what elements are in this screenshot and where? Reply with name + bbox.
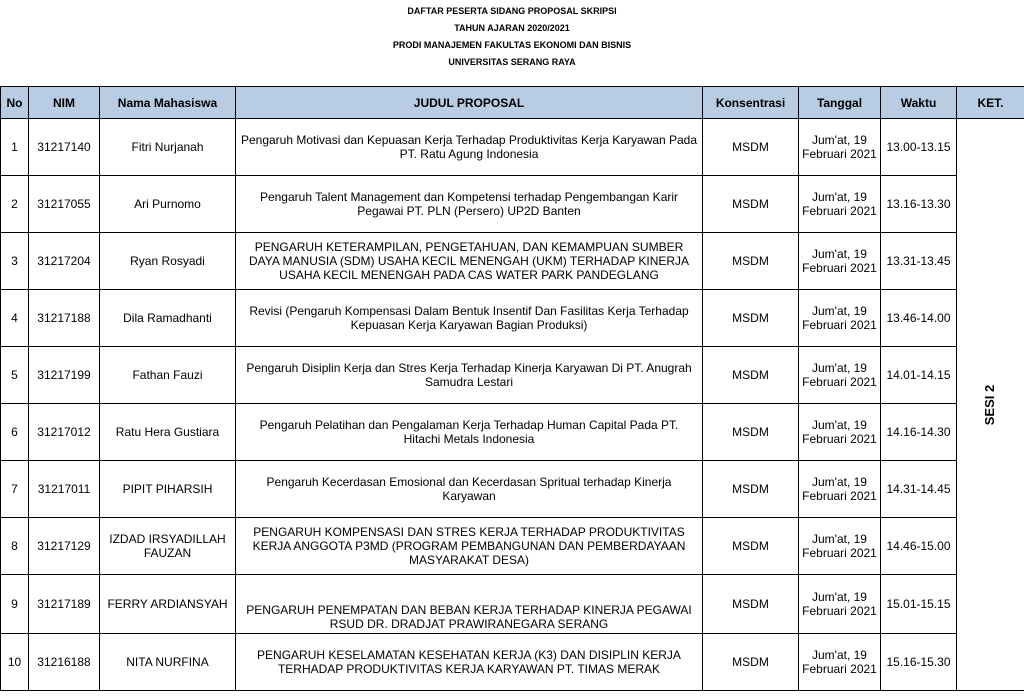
col-nama-header: Nama Mahasiswa <box>100 87 236 119</box>
cell-nama: IZDAD IRSYADILLAH FAUZAN <box>100 518 236 575</box>
cell-konsentrasi: MSDM <box>703 404 799 461</box>
cell-nim: 31217129 <box>29 518 100 575</box>
cell-tanggal: Jum'at, 19 Februari 2021 <box>799 290 881 347</box>
cell-no: 1 <box>1 119 29 176</box>
header-line-2: TAHUN AJARAN 2020/2021 <box>454 23 570 33</box>
cell-judul: Pengaruh Talent Management dan Kompetensi terhadap Pengembangan Karir Pegawai PT. PLN (Persero) UP2D Banten <box>236 176 703 233</box>
cell-judul: PENGARUH KETERAMPILAN, PENGETAHUAN, DAN KEMAMPUAN SUMBER DAYA MANUSIA (SDM) USAHA KECIL MENENGAH (UKM) TERHADAP KINERJA USAHA KECIL MENENGAH PADA CAS WATER PARK PANDEGLANG <box>236 233 703 290</box>
cell-nama: Fitri Nurjanah <box>100 119 236 176</box>
cell-tanggal: Jum'at, 19 Februari 2021 <box>799 119 881 176</box>
cell-no: 9 <box>1 575 29 634</box>
cell-no: 10 <box>1 634 29 691</box>
cell-waktu: 14.46-15.00 <box>881 518 957 575</box>
table-row <box>1 404 1024 461</box>
cell-nim: 31217188 <box>29 290 100 347</box>
cell-nama: Fathan Fauzi <box>100 347 236 404</box>
cell-no: 6 <box>1 404 29 461</box>
col-judul-header: JUDUL PROPOSAL <box>236 87 703 119</box>
schedule-table <box>0 86 1024 691</box>
cell-nama: Ari Purnomo <box>100 176 236 233</box>
cell-judul: Pengaruh Disiplin Kerja dan Stres Kerja Terhadap Kinerja Karyawan Di PT. Anugrah Samudra Lestari <box>236 347 703 404</box>
header-line-4: UNIVERSITAS SERANG RAYA <box>448 57 576 67</box>
cell-konsentrasi: MSDM <box>703 176 799 233</box>
cell-judul: PENGARUH PENEMPATAN DAN BEBAN KERJA TERHADAP KINERJA PEGAWAI RSUD DR. DRADJAT PRAWIRANEGARA SERANG <box>236 575 703 634</box>
cell-tanggal: Jum'at, 19 Februari 2021 <box>799 634 881 691</box>
table-row <box>1 575 1024 634</box>
table-row <box>1 119 1024 176</box>
table-header-row <box>1 87 1024 119</box>
cell-no: 8 <box>1 518 29 575</box>
cell-nim: 31216188 <box>29 634 100 691</box>
cell-nim: 31217055 <box>29 176 100 233</box>
cell-waktu: 13.16-13.30 <box>881 176 957 233</box>
cell-nim: 31217204 <box>29 233 100 290</box>
cell-konsentrasi: MSDM <box>703 347 799 404</box>
cell-nama: Dila Ramadhanti <box>100 290 236 347</box>
table-row <box>1 634 1024 691</box>
cell-konsentrasi: MSDM <box>703 461 799 518</box>
cell-nim: 31217140 <box>29 119 100 176</box>
cell-tanggal: Jum'at, 19 Februari 2021 <box>799 404 881 461</box>
cell-nim: 31217189 <box>29 575 100 634</box>
cell-no: 2 <box>1 176 29 233</box>
cell-waktu: 14.01-14.15 <box>881 347 957 404</box>
cell-no: 4 <box>1 290 29 347</box>
table-row <box>1 347 1024 404</box>
table-row <box>1 461 1024 518</box>
header-line-3: PRODI MANAJEMEN FAKULTAS EKONOMI DAN BISNIS <box>392 40 632 50</box>
cell-no: 7 <box>1 461 29 518</box>
ket-session-label: SESI 2 <box>982 384 998 425</box>
cell-waktu: 13.00-13.15 <box>881 119 957 176</box>
cell-no: 5 <box>1 347 29 404</box>
cell-nama: Ratu Hera Gustiara <box>100 404 236 461</box>
cell-nama: NITA NURFINA <box>100 634 236 691</box>
col-ket-header: KET. <box>957 87 1024 119</box>
header-line-1: DAFTAR PESERTA SIDANG PROPOSAL SKRIPSI <box>407 6 617 16</box>
cell-waktu: 15.01-15.15 <box>881 575 957 634</box>
cell-nim: 31217199 <box>29 347 100 404</box>
cell-konsentrasi: MSDM <box>703 119 799 176</box>
cell-judul: Pengaruh Kecerdasan Emosional dan Kecerdasan Spritual terhadap Kinerja Karyawan <box>236 461 703 518</box>
cell-ket-session <box>957 119 1024 691</box>
cell-nama: PIPIT PIHARSIH <box>100 461 236 518</box>
cell-konsentrasi: MSDM <box>703 233 799 290</box>
cell-tanggal: Jum'at, 19 Februari 2021 <box>799 461 881 518</box>
cell-tanggal: Jum'at, 19 Februari 2021 <box>799 575 881 634</box>
col-konsentrasi-header: Konsentrasi <box>703 87 799 119</box>
cell-konsentrasi: MSDM <box>703 575 799 634</box>
cell-tanggal: Jum'at, 19 Februari 2021 <box>799 347 881 404</box>
cell-waktu: 13.46-14.00 <box>881 290 957 347</box>
cell-waktu: 13.31-13.45 <box>881 233 957 290</box>
table-row <box>1 518 1024 575</box>
table-row <box>1 290 1024 347</box>
col-waktu-header: Waktu <box>881 87 957 119</box>
cell-konsentrasi: MSDM <box>703 290 799 347</box>
cell-waktu: 14.16-14.30 <box>881 404 957 461</box>
cell-judul: Revisi (Pengaruh Kompensasi Dalam Bentuk Insentif Dan Fasilitas Kerja Terhadap Kepuasan Kerja Karyawan Bagian Produksi) <box>236 290 703 347</box>
cell-no: 3 <box>1 233 29 290</box>
cell-tanggal: Jum'at, 19 Februari 2021 <box>799 233 881 290</box>
cell-judul: PENGARUH KESELAMATAN KESEHATAN KERJA (K3) DAN DISIPLIN KERJA TERHADAP PRODUKTIVITAS KERJA KARYAWAN PT. TIMAS MERAK <box>236 634 703 691</box>
cell-nama: FERRY ARDIANSYAH <box>100 575 236 634</box>
cell-nim: 31217011 <box>29 461 100 518</box>
table-row <box>1 176 1024 233</box>
cell-waktu: 14.31-14.45 <box>881 461 957 518</box>
table-row <box>1 233 1024 290</box>
cell-konsentrasi: MSDM <box>703 518 799 575</box>
document-header <box>0 0 1024 86</box>
col-nim-header: NIM <box>29 87 100 119</box>
cell-konsentrasi: MSDM <box>703 634 799 691</box>
cell-judul: PENGARUH KOMPENSASI DAN STRES KERJA TERHADAP PRODUKTIVITAS KERJA ANGGOTA P3MD (PROGRAM PEMBANGUNAN DAN PEMBERDAYAAN MASYARAKAT DESA) <box>236 518 703 575</box>
cell-nama: Ryan Rosyadi <box>100 233 236 290</box>
cell-waktu: 15.16-15.30 <box>881 634 957 691</box>
col-tanggal-header: Tanggal <box>799 87 881 119</box>
cell-tanggal: Jum'at, 19 Februari 2021 <box>799 518 881 575</box>
cell-tanggal: Jum'at, 19 Februari 2021 <box>799 176 881 233</box>
col-no-header: No <box>1 87 29 119</box>
cell-judul: Pengaruh Motivasi dan Kepuasan Kerja Terhadap Produktivitas Kerja Karyawan Pada PT. Ratu Agung Indonesia <box>236 119 703 176</box>
cell-nim: 31217012 <box>29 404 100 461</box>
cell-judul: Pengaruh Pelatihan dan Pengalaman Kerja Terhadap Human Capital Pada PT. Hitachi Metals Indonesia <box>236 404 703 461</box>
